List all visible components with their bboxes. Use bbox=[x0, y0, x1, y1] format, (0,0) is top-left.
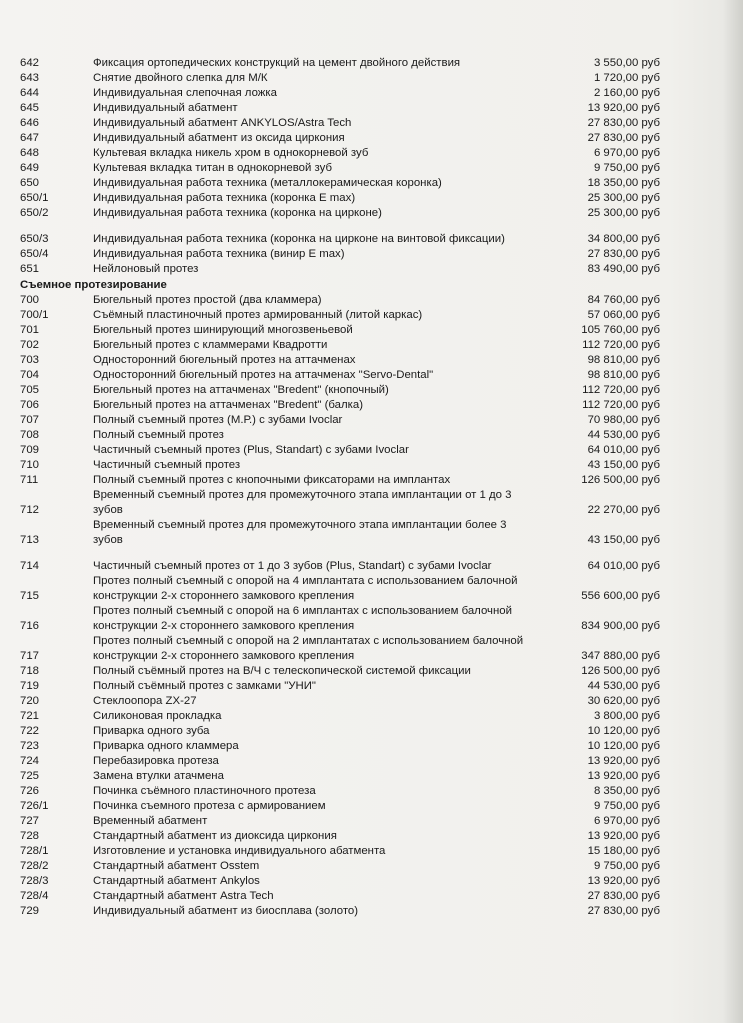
table-row bbox=[20, 634, 660, 664]
service-name: Силиконовая прокладка bbox=[93, 710, 222, 722]
service-code: 726/1 bbox=[20, 800, 49, 812]
table-row bbox=[20, 71, 660, 86]
service-name: Индивидуальная работа техника (коронка на цирконе) bbox=[93, 207, 382, 219]
table-row bbox=[20, 814, 660, 829]
service-code: 723 bbox=[20, 740, 40, 752]
table-row bbox=[20, 679, 660, 694]
service-price: 70 980,00 руб bbox=[587, 414, 660, 426]
service-code: 727 bbox=[20, 815, 40, 827]
table-row bbox=[20, 191, 660, 206]
service-code: 643 bbox=[20, 72, 40, 84]
service-code: 700 bbox=[20, 294, 40, 306]
service-price: 15 180,00 руб bbox=[587, 845, 660, 857]
service-price: 112 720,00 руб bbox=[582, 384, 660, 396]
service-code: 722 bbox=[20, 725, 40, 737]
service-code: 716 bbox=[20, 620, 40, 632]
service-price: 84 760,00 руб bbox=[587, 294, 660, 306]
service-name: Бюгельный протез шинирующий многозвеньевой bbox=[93, 324, 353, 336]
service-code: 650/3 bbox=[20, 233, 49, 245]
service-code: 644 bbox=[20, 87, 40, 99]
service-price: 105 760,00 руб bbox=[581, 324, 660, 336]
service-price: 112 720,00 руб bbox=[582, 399, 660, 411]
service-price: 9 750,00 руб bbox=[593, 162, 660, 174]
table-row bbox=[20, 86, 660, 101]
service-name: Индивидуальная работа техника (металлокерамическая коронка) bbox=[93, 177, 442, 189]
service-price: 10 120,00 руб bbox=[587, 740, 660, 752]
service-code: 708 bbox=[20, 429, 40, 441]
service-code: 711 bbox=[20, 474, 39, 486]
service-name: Индивидуальная работа техника (винир E max) bbox=[93, 248, 345, 260]
table-row bbox=[20, 488, 660, 518]
service-price: 13 920,00 руб bbox=[587, 755, 660, 767]
table-row bbox=[20, 176, 660, 191]
price-list bbox=[20, 56, 660, 919]
service-name: Починка съёмного пластиночного протеза bbox=[93, 785, 316, 797]
service-price: 3 800,00 руб bbox=[593, 710, 660, 722]
service-price: 126 500,00 руб bbox=[581, 474, 660, 486]
service-name: Приварка одного кламмера bbox=[93, 740, 239, 752]
service-price: 834 900,00 руб bbox=[581, 620, 660, 632]
service-code: 728 bbox=[20, 830, 40, 842]
table-row bbox=[20, 769, 660, 784]
table-row bbox=[20, 694, 660, 709]
service-code: 645 bbox=[20, 102, 40, 114]
section-title: Съемное протезирование bbox=[20, 279, 167, 291]
service-price: 98 810,00 руб bbox=[587, 354, 660, 366]
table-row bbox=[20, 131, 660, 146]
service-code: 725 bbox=[20, 770, 40, 782]
service-code: 705 bbox=[20, 384, 40, 396]
service-code: 649 bbox=[20, 162, 40, 174]
service-code: 642 bbox=[20, 57, 40, 69]
service-name: Полный съемный протез bbox=[93, 429, 224, 441]
service-code: 650/1 bbox=[20, 192, 49, 204]
table-row bbox=[20, 323, 660, 338]
service-code: 712 bbox=[20, 504, 40, 516]
service-price: 27 830,00 руб bbox=[587, 890, 660, 902]
service-name: Бюгельный протез на аттачменах "Bredent" (кнопочный) bbox=[93, 384, 389, 396]
service-price: 9 750,00 руб bbox=[593, 800, 660, 812]
service-code: 706 bbox=[20, 399, 40, 411]
table-row bbox=[20, 859, 660, 874]
service-code: 647 bbox=[20, 132, 40, 144]
service-code: 728/3 bbox=[20, 875, 49, 887]
service-name: Бюгельный протез простой (два кламмера) bbox=[93, 294, 322, 306]
table-row bbox=[20, 146, 660, 161]
service-name: Индивидуальная работа техника (коронка E max) bbox=[93, 192, 356, 204]
table-row bbox=[20, 398, 660, 413]
service-price: 27 830,00 руб bbox=[587, 248, 660, 260]
service-code: 728/2 bbox=[20, 860, 49, 872]
table-row bbox=[20, 473, 660, 488]
service-code: 704 bbox=[20, 369, 40, 381]
service-name: Протез полный съемный с опорой на 2 имплантатах с использованием балочной конструкции 2-х стороннего замкового крепления bbox=[93, 635, 524, 662]
service-name: Бюгельный протез на аттачменах "Bredent" (балка) bbox=[93, 399, 364, 411]
table-row bbox=[20, 353, 660, 368]
service-name: Индивидуальный абатмент из биосплава (золото) bbox=[93, 905, 359, 917]
service-name: Полный съемный протез с кнопочными фиксаторами на имплантах bbox=[93, 474, 451, 486]
service-name: Протез полный съемный с опорой на 4 имплантата с использованием балочной конструкции 2-х стороннего замкового крепления bbox=[93, 575, 518, 602]
service-price: 6 970,00 руб bbox=[593, 815, 660, 827]
service-price: 25 300,00 руб bbox=[587, 207, 660, 219]
service-name: Временный абатмент bbox=[93, 815, 208, 827]
service-name: Полный съемный протез (М.Р.) с зубами Ivoclar bbox=[93, 414, 343, 426]
table-row bbox=[20, 724, 660, 739]
service-name: Частичный съемный протез от 1 до 3 зубов (Plus, Standart) с зубами Ivoclar bbox=[93, 560, 492, 572]
table-row bbox=[20, 308, 660, 323]
service-code: 726 bbox=[20, 785, 40, 797]
service-price: 30 620,00 руб bbox=[587, 695, 660, 707]
service-name: Культевая вкладка титан в однокорневой зуб bbox=[93, 162, 332, 174]
service-price: 13 920,00 руб bbox=[587, 830, 660, 842]
service-name: Полный съёмный протез с замками "УНИ" bbox=[93, 680, 316, 692]
service-name: Полный съёмный протез на В/Ч с телескопической системой фиксации bbox=[93, 665, 471, 677]
service-code: 650/4 bbox=[20, 248, 49, 260]
table-row bbox=[20, 874, 660, 889]
service-name: Односторонний бюгельный протез на аттачменах "Servo-Dental" bbox=[93, 369, 434, 381]
service-code: 701 bbox=[20, 324, 40, 336]
table-row bbox=[20, 101, 660, 116]
table-row bbox=[20, 56, 660, 71]
table-row bbox=[20, 293, 660, 308]
service-code: 648 bbox=[20, 147, 40, 159]
service-code: 707 bbox=[20, 414, 40, 426]
table-row bbox=[20, 443, 660, 458]
service-price: 10 120,00 руб bbox=[587, 725, 660, 737]
table-row bbox=[20, 206, 660, 221]
service-code: 729 bbox=[20, 905, 40, 917]
table-row bbox=[20, 338, 660, 353]
service-name: Съёмный пластиночный протез армированный (литой каркас) bbox=[93, 309, 423, 321]
table-row bbox=[20, 428, 660, 443]
service-price: 6 970,00 руб bbox=[593, 147, 660, 159]
table-row bbox=[20, 829, 660, 844]
service-name: Бюгельный протез с кламмерами Квадротти bbox=[93, 339, 328, 351]
service-name: Приварка одного зуба bbox=[93, 725, 210, 737]
service-name: Починка съемного протеза с армированием bbox=[93, 800, 326, 812]
service-name: Стандартный абатмент Ankylos bbox=[93, 875, 260, 887]
table-row bbox=[20, 413, 660, 428]
service-price: 112 720,00 руб bbox=[582, 339, 660, 351]
service-name: Протез полный съемный с опорой на 6 имплантах с использованием балочной конструкции 2-х стороннего замкового крепления bbox=[93, 605, 512, 632]
service-name: Индивидуальная слепочная ложка bbox=[93, 87, 277, 99]
table-row bbox=[20, 383, 660, 398]
table-row bbox=[20, 247, 660, 262]
table-row bbox=[20, 161, 660, 176]
service-code: 646 bbox=[20, 117, 40, 129]
service-code: 703 bbox=[20, 354, 40, 366]
service-price: 44 530,00 руб bbox=[587, 429, 660, 441]
service-price: 27 830,00 руб bbox=[587, 117, 660, 129]
service-name: Индивидуальный абатмент bbox=[93, 102, 238, 114]
service-name: Изготовление и установка индивидуального абатмента bbox=[93, 845, 386, 857]
table-row bbox=[20, 518, 660, 548]
service-price: 8 350,00 руб bbox=[593, 785, 660, 797]
service-name: Стеклоопора ZX-27 bbox=[93, 695, 197, 707]
table-row bbox=[20, 574, 660, 604]
service-price: 9 750,00 руб bbox=[593, 860, 660, 872]
service-price: 64 010,00 руб bbox=[587, 560, 660, 572]
service-code: 709 bbox=[20, 444, 40, 456]
service-price: 34 800,00 руб bbox=[587, 233, 660, 245]
service-code: 724 bbox=[20, 755, 40, 767]
table-row bbox=[20, 784, 660, 799]
service-code: 728/4 bbox=[20, 890, 49, 902]
service-name: Временный съемный протез для промежуточного этапа имплантации от 1 до 3 зубов bbox=[93, 489, 512, 516]
service-name: Перебазировка протеза bbox=[93, 755, 219, 767]
service-code: 717 bbox=[20, 650, 40, 662]
service-price: 43 150,00 руб bbox=[587, 459, 660, 471]
table-row bbox=[20, 799, 660, 814]
service-name: Замена втулки атачмена bbox=[93, 770, 224, 782]
service-code: 721 bbox=[20, 710, 40, 722]
service-code: 713 bbox=[20, 534, 40, 546]
service-price: 556 600,00 руб bbox=[581, 590, 660, 602]
service-price: 13 920,00 руб bbox=[587, 875, 660, 887]
service-price: 2 160,00 руб bbox=[593, 87, 660, 99]
service-code: 702 bbox=[20, 339, 40, 351]
service-price: 13 920,00 руб bbox=[587, 770, 660, 782]
service-code: 650/2 bbox=[20, 207, 49, 219]
service-price: 126 500,00 руб bbox=[581, 665, 660, 677]
service-code: 718 bbox=[20, 665, 40, 677]
service-name: Культевая вкладка никель хром в однокорневой зуб bbox=[93, 147, 369, 159]
table-row bbox=[20, 739, 660, 754]
service-name: Индивидуальная работа техника (коронка на цирконе на винтовой фиксации) bbox=[93, 233, 505, 245]
service-name: Частичный съемный протез (Plus, Standart) с зубами Ivoclar bbox=[93, 444, 409, 456]
service-price: 27 830,00 руб bbox=[587, 132, 660, 144]
service-price: 22 270,00 руб bbox=[587, 504, 660, 516]
service-name: Нейлоновый протез bbox=[93, 263, 199, 275]
table-row bbox=[20, 559, 660, 574]
service-code: 650 bbox=[20, 177, 40, 189]
table-row bbox=[20, 904, 660, 919]
service-code: 719 bbox=[20, 680, 40, 692]
service-name: Частичный съемный протез bbox=[93, 459, 241, 471]
service-name: Снятие двойного слепка для М/К bbox=[93, 72, 268, 84]
service-code: 700/1 bbox=[20, 309, 49, 321]
service-name: Временный съемный протез для промежуточного этапа имплантации более 3 зубов bbox=[93, 519, 507, 546]
table-row bbox=[20, 458, 660, 473]
service-price: 27 830,00 руб bbox=[587, 905, 660, 917]
service-price: 1 720,00 руб bbox=[593, 72, 660, 84]
page-edge-shadow bbox=[723, 0, 743, 1023]
service-price: 347 880,00 руб bbox=[581, 650, 660, 662]
price-list-part-2 bbox=[20, 293, 660, 919]
price-list-part-1 bbox=[20, 56, 660, 277]
service-price: 13 920,00 руб bbox=[587, 102, 660, 114]
service-name: Стандартный абатмент Astra Tech bbox=[93, 890, 274, 902]
service-name: Стандартный абатмент Osstem bbox=[93, 860, 260, 872]
service-price: 83 490,00 руб bbox=[587, 263, 660, 275]
service-code: 728/1 bbox=[20, 845, 49, 857]
table-row bbox=[20, 664, 660, 679]
table-row bbox=[20, 262, 660, 277]
service-name: Односторонний бюгельный протез на аттачменах bbox=[93, 354, 356, 366]
service-price: 25 300,00 руб bbox=[587, 192, 660, 204]
table-row bbox=[20, 604, 660, 634]
table-row bbox=[20, 889, 660, 904]
service-price: 43 150,00 руб bbox=[587, 534, 660, 546]
service-name: Фиксация ортопедических конструкций на цемент двойного действия bbox=[93, 57, 461, 69]
service-code: 710 bbox=[20, 459, 40, 471]
table-row bbox=[20, 844, 660, 859]
service-price: 98 810,00 руб bbox=[587, 369, 660, 381]
table-row bbox=[20, 368, 660, 383]
table-row bbox=[20, 709, 660, 724]
table-row bbox=[20, 116, 660, 131]
service-name: Индивидуальный абатмент ANKYLOS/Astra Tech bbox=[93, 117, 352, 129]
service-price: 44 530,00 руб bbox=[587, 680, 660, 692]
table-row bbox=[20, 232, 660, 247]
service-code: 651 bbox=[20, 263, 40, 275]
service-name: Индивидуальный абатмент из оксида циркония bbox=[93, 132, 345, 144]
service-code: 715 bbox=[20, 590, 40, 602]
service-name: Стандартный абатмент из диоксида циркония bbox=[93, 830, 337, 842]
service-price: 3 550,00 руб bbox=[593, 57, 660, 69]
service-code: 720 bbox=[20, 695, 40, 707]
service-price: 18 350,00 руб bbox=[587, 177, 660, 189]
service-price: 64 010,00 руб bbox=[587, 444, 660, 456]
service-code: 714 bbox=[20, 560, 40, 572]
table-row bbox=[20, 754, 660, 769]
service-price: 57 060,00 руб bbox=[587, 309, 660, 321]
